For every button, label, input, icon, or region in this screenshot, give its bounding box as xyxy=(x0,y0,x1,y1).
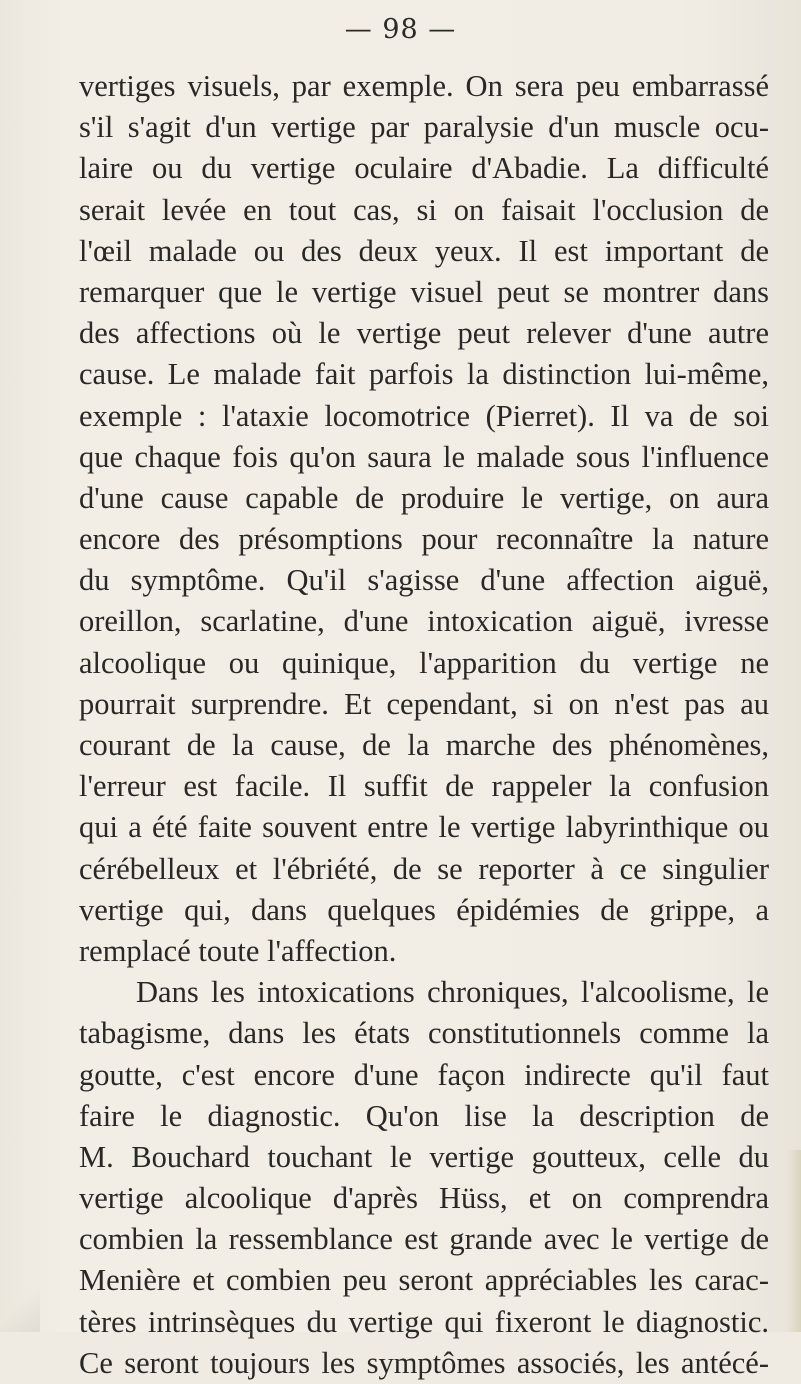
text-line: du symptôme. Qu'il s'agisse d'une affection aiguë, xyxy=(79,563,769,598)
text-line: Menière et combien peu seront appréciables les carac- xyxy=(79,1263,769,1298)
text-line: tères intrinsèques du vertige qui fixeront le diagnostic. xyxy=(79,1304,769,1339)
text-line: oreillon, scarlatine, d'une intoxication aiguë, ivresse xyxy=(79,604,769,639)
text-line: l'œil malade ou des deux yeux. Il est important de xyxy=(79,233,769,268)
text-line: Ce seront toujours les symptômes associés, les antécé- xyxy=(79,1345,769,1380)
text-line: vertige qui, dans quelques épidémies de grippe, a xyxy=(79,892,769,927)
text-line: qui a été faite souvent entre le vertige labyrinthique ou xyxy=(79,810,769,845)
text-line: combien la ressemblance est grande avec le vertige de xyxy=(79,1222,769,1257)
text-line: vertige alcoolique d'après Hüss, et on comprendra xyxy=(79,1181,769,1216)
text-line: exemple : l'ataxie locomotrice (Pierret). Il va de soi xyxy=(79,398,769,433)
text-line: Dans les intoxications chroniques, l'alcoolisme, le xyxy=(136,975,769,1010)
text-line: remarquer que le vertige visuel peut se montrer dans xyxy=(79,274,769,309)
paragraph-1 xyxy=(79,66,769,972)
text-line: remplacé toute l'affection. xyxy=(79,933,397,968)
paragraph-2 xyxy=(79,972,769,1384)
text-line: tabagisme, dans les états constitutionnels comme la xyxy=(79,1016,769,1051)
text-line: encore des présomptions pour reconnaître la nature xyxy=(79,522,769,557)
text-line: pourrait surprendre. Et cependant, si on n'est pas au xyxy=(79,686,769,721)
text-line: que chaque fois qu'on saura le malade sous l'influence xyxy=(79,439,769,474)
paper-fold xyxy=(0,1250,40,1332)
text-line: laire ou du vertige oculaire d'Abadie. La difficulté xyxy=(79,151,769,186)
paper-stain xyxy=(787,1150,801,1332)
text-line: courant de la cause, de la marche des phénomènes, xyxy=(79,728,769,762)
text-line: goutte, c'est encore d'une façon indirecte qu'il faut xyxy=(79,1057,769,1092)
text-line: vertiges visuels, par exemple. On sera peu embarrassé xyxy=(79,69,769,103)
text-line: cérébelleux et l'ébriété, de se reporter à ce singulier xyxy=(79,851,769,886)
text-line: cause. Le malade fait parfois la distinction lui-même, xyxy=(79,357,769,392)
page-number: — 98 — xyxy=(344,14,457,45)
text-line: M. Bouchard touchant le vertige goutteux, celle du xyxy=(79,1139,769,1174)
body-text xyxy=(79,66,769,1384)
text-line: alcoolique ou quinique, l'apparition du vertige ne xyxy=(79,645,769,680)
text-line: des affections où le vertige peut relever d'une autre xyxy=(79,316,769,351)
text-line: serait levée en tout cas, si on faisait l'occlusion de xyxy=(79,192,769,227)
text-line: l'erreur est facile. Il suffit de rappeler la confusion xyxy=(79,769,769,804)
text-line: d'une cause capable de produire le vertige, on aura xyxy=(79,480,769,515)
text-line: faire le diagnostic. Qu'on lise la description de xyxy=(79,1098,769,1133)
text-line: s'il s'agit d'un vertige par paralysie d'un muscle ocu- xyxy=(79,110,769,145)
